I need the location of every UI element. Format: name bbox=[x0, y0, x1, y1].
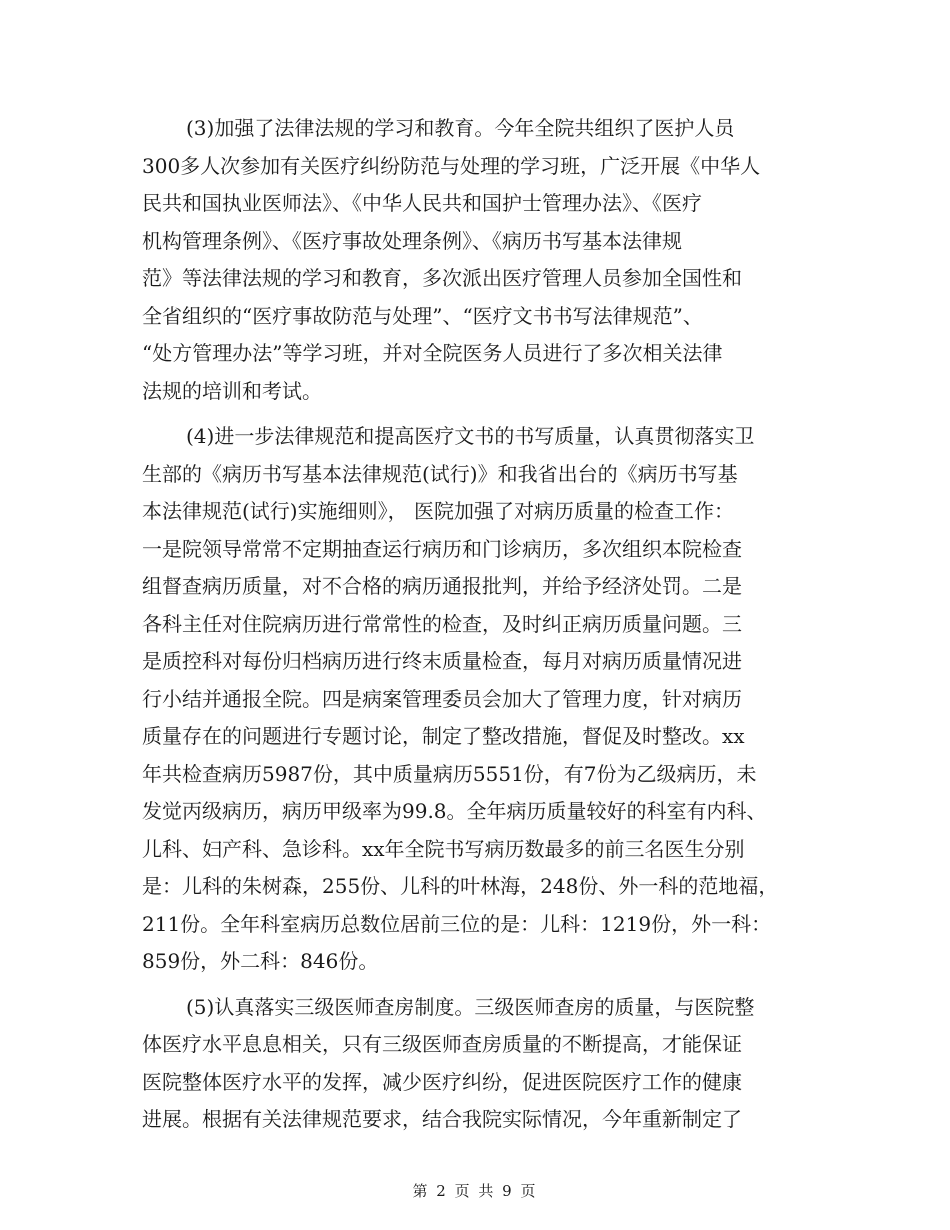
text-line: 发觉丙级病历，病历甲级率为99.8。全年病历质量较好的科室有内科、 bbox=[142, 799, 767, 823]
text-line: 300多人次参加有关医疗纠纷防范与处理的学习班，广泛开展《中华人 bbox=[142, 153, 761, 178]
text-line: 一是院领导常常不定期抽查运行病历和门诊病历，多次组织本院检查 bbox=[142, 536, 742, 561]
text-line: 是：儿科的朱树森，255份、儿科的叶林海，248份、外一科的范地福， bbox=[142, 874, 779, 898]
text-line: 年共检查病历5987份，其中质量病历5551份，有7份为乙级病历，未 bbox=[142, 761, 757, 786]
document-body bbox=[142, 110, 814, 1139]
text-line: (5)认真落实三级医师查房制度。三级医师查房的质量，与医院整 bbox=[186, 994, 755, 1019]
text-line: 医院整体医疗水平的发挥，减少医疗纠纷，促进医院医疗工作的健康 bbox=[142, 1069, 742, 1094]
text-line: 儿科、妇产科、急诊科。xx年全院书写病历数最多的前三名医生分别 bbox=[142, 836, 745, 861]
text-line: 各科主任对住院病历进行常常性的检查，及时纠正病历质量问题。三 bbox=[142, 611, 742, 636]
text-line: 体医疗水平息息相关，只有三级医师查房质量的不断提高，才能保证 bbox=[142, 1032, 742, 1056]
text-line: 211份。全年科室病历总数位居前三位的是：儿科：1219份，外一科： bbox=[142, 911, 772, 936]
paragraph-4 bbox=[142, 418, 814, 981]
text-line: 质量存在的问题进行专题讨论，制定了整改措施，督促及时整改。xx bbox=[142, 724, 745, 748]
text-line: 进展。根据有关法律规范要求，结合我院实际情况，今年重新制定了 bbox=[142, 1107, 742, 1131]
text-line: 本法律规范(试行)实施细则》， 医院加强了对病历质量的检查工作： bbox=[142, 499, 734, 523]
text-line: 机构管理条例》、《医疗事故处理条例》、《病历书写基本法律规 bbox=[142, 228, 682, 253]
text-line: 859份，外二科：846份。 bbox=[142, 949, 379, 973]
text-line: 民共和国执业医师法》、《中华人民共和国护士管理办法》、《医疗 bbox=[142, 191, 702, 215]
paragraph-3 bbox=[142, 110, 814, 410]
text-line: 法规的培训和考试。 bbox=[142, 378, 322, 403]
page-number-footer: 第 2 页 共 9 页 bbox=[412, 1182, 538, 1200]
text-line: 生部的《病历书写基本法律规范(试行)》和我省出台的《病历书写基 bbox=[142, 461, 738, 486]
text-line: 是质控科对每份归档病历进行终末质量检查，每月对病历质量情况进 bbox=[142, 649, 742, 673]
text-line: 全省组织的“医疗事故防范与处理”、“医疗文书书写法律规范”、 bbox=[142, 303, 703, 328]
paragraph-5 bbox=[142, 989, 814, 1139]
text-line: 范》等法律法规的学习和教育，多次派出医疗管理人员参加全国性和 bbox=[142, 266, 742, 290]
text-line: (3)加强了法律法规的学习和教育。今年全院共组织了医护人员 bbox=[186, 116, 735, 140]
text-line: 组督查病历质量，对不合格的病历通报批判，并给予经济处罚。二是 bbox=[142, 574, 742, 598]
text-line: (4)进一步法律规范和提高医疗文书的书写质量，认真贯彻落实卫 bbox=[186, 424, 755, 448]
text-line: 行小结并通报全院。四是病案管理委员会加大了管理力度，针对病历 bbox=[142, 686, 742, 711]
text-line: “处方管理办法”等学习班，并对全院医务人员进行了多次相关法律 bbox=[142, 341, 723, 365]
